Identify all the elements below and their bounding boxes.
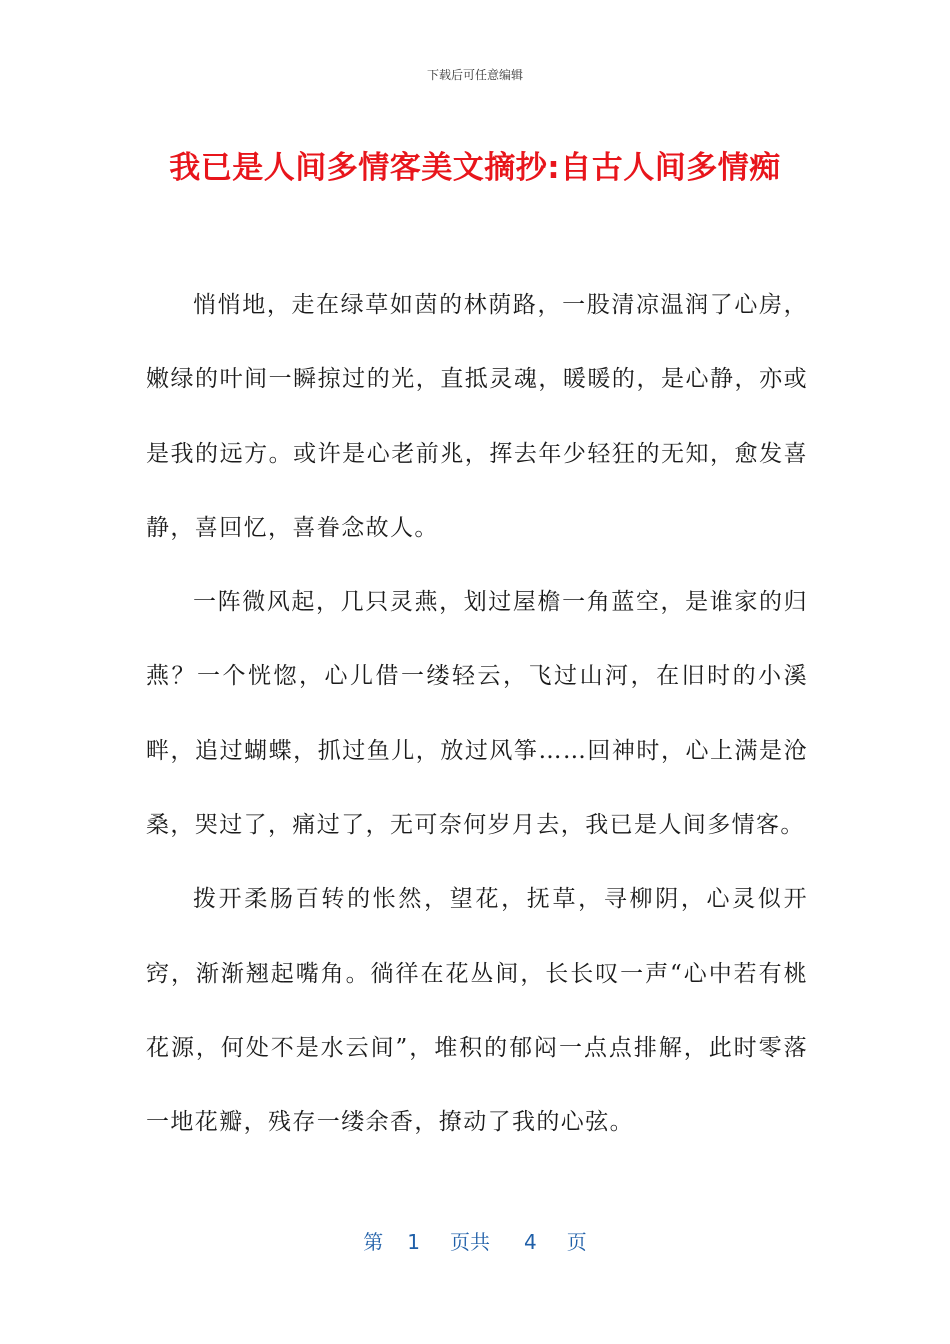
paragraph: 悄悄地，走在绿草如茵的林荫路，一股清凉温润了心房，嫩绿的叶间一瞬掠过的光，直抵灵魂，暖暖的，是心静，亦或是我的远方。或许是心老前兆，挥去年少轻狂的无知，愈发喜静，喜回忆，喜眷念故人。: [146, 292, 808, 541]
paragraph: 一阵微风起，几只灵燕，划过屋檐一角蓝空，是谁家的归燕？一个恍惚，心儿借一缕轻云，飞过山河，在旧时的小溪畔，追过蝴蝶，抓过鱼儿，放过风筝……回神时，心上满是沧桑，哭过了，痛过了，无可奈何岁月去，我已是人间多情客。: [146, 589, 808, 839]
page-label-suffix: 页: [566, 1230, 587, 1254]
page-label-prefix: 第: [363, 1230, 384, 1254]
header-note: 下载后可任意编辑: [426, 68, 523, 82]
document-body: [146, 268, 808, 1160]
total-pages-number: 4: [524, 1230, 537, 1254]
document-title: 我已是人间多情客美文摘抄:自古人间多情痴: [169, 150, 781, 186]
current-page-number: 1: [407, 1230, 420, 1254]
paragraph: 拨开柔肠百转的怅然，望花，抚草，寻柳阴，心灵似开窍，渐渐翘起嘴角。徜徉在花丛间，长长叹一声“心中若有桃花源，何处不是水云间”，堆积的郁闷一点点排解，此时零落一地花瓣，残存一缕余香，撩动了我的心弦。: [146, 886, 808, 1136]
page-label-mid: 页共: [450, 1230, 490, 1254]
page-footer: [0, 1226, 950, 1255]
